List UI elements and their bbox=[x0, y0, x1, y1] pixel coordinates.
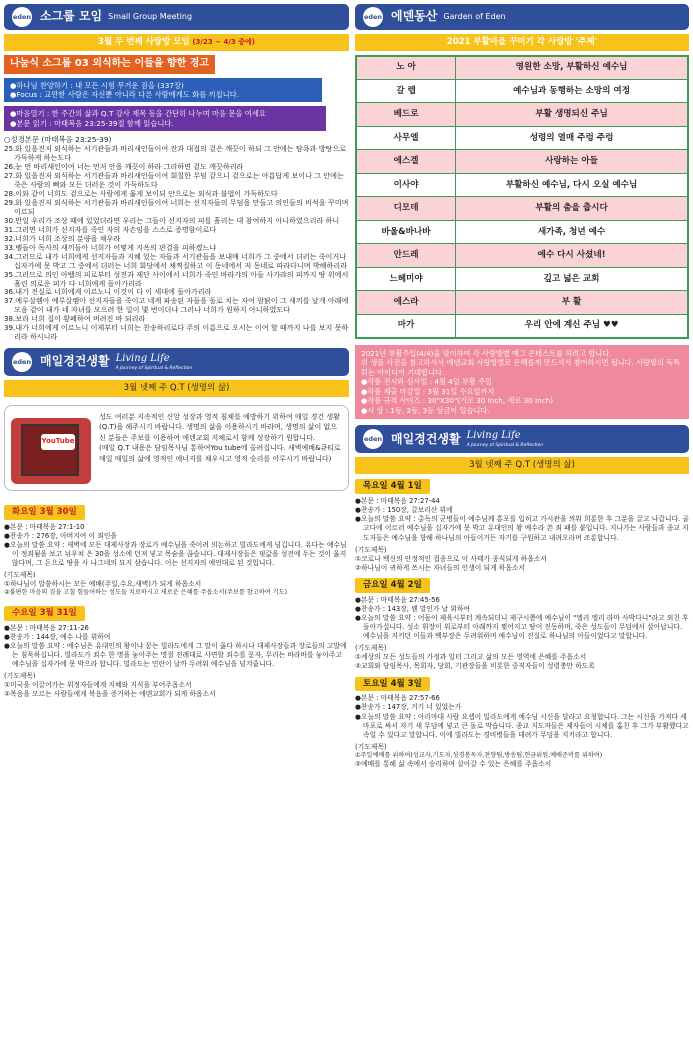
note-line: 2021년 부활주일(4/4)을 맞이하여 각 사랑방별 예그 콘테스트를 하려고 합니다. bbox=[361, 348, 612, 358]
week-range: (3/23 ~ 4/3 중에) bbox=[192, 38, 255, 46]
garden-title-en: Garden of Eden bbox=[443, 11, 506, 21]
living-life-title: Living Life bbox=[115, 352, 170, 364]
small-group-header bbox=[4, 4, 349, 30]
day-saturday bbox=[355, 677, 689, 770]
opening-text: ●마음열기 : 한 주간의 삶과 Q.T 감사 제목 등을 간단히 나누며 마음 문을 여세요 bbox=[10, 109, 266, 119]
table-row bbox=[356, 79, 688, 103]
prayer-title: (기도제목) bbox=[355, 742, 387, 751]
garden-banner: 2021 부활마을 꾸미기 각 사랑방 '주제' bbox=[355, 34, 689, 51]
qt-intro-note: (매일 Q.T 내용은 담임목사님 통하여You tube에 올려집니다. 새벽예배&큐티로 매일 매일의 삶에 영적인 에너지를 채우시고 영적 승리를 이루시기 바랍니다) bbox=[99, 444, 341, 463]
verse: 36.내가 진실로 너희에게 이르노니 이것이 다 이 세대에 돌아가리라 bbox=[4, 287, 212, 297]
day-summary: ●오늘의 말씀 요약 : 새벽에 모든 대제사장과 장로가 예수님을 죽이려 의논하고 빌라도에게 넘깁니다. 유다는 예수님이 정죄됨을 보고 뉘우쳐 은 30을 성소에 던져 넣고 목숨을 끊습니다. 대제사장들은 핏값을 성전에 두는 것이 옳지 않다며, 그 돈으로 땅을 사 나그네의 묘지 삼습니다. 이는 선지자의 예언대로 된 것입니다. bbox=[4, 541, 347, 568]
small-group-week-banner bbox=[4, 34, 349, 51]
table-row bbox=[356, 220, 688, 244]
verse: 29.화 있을진저 외식하는 서기관들과 바리새인들이여 너희는 선지자들의 무덤을 만들고 의인들의 비석을 꾸미며 이르되 bbox=[4, 198, 349, 217]
day-line: ●본문 : 마태복음 27:11-26 bbox=[4, 623, 89, 632]
table-row bbox=[356, 244, 688, 268]
day-wednesday bbox=[4, 606, 349, 700]
table-row bbox=[356, 126, 688, 150]
verse: 39.내가 너희에게 이르노니 이제부터 너희는 찬송하리로다 주의 이름으로 오시는 이여 할 때까지 나를 보지 못하리라 하시니라 bbox=[4, 323, 349, 342]
week-title: 3월 두 번째 사랑방 모임 bbox=[98, 37, 190, 47]
prayer-item: ①하나님이 말씀하시는 모든 예배(주일,수요,새벽)가 되게 하옵소서 bbox=[4, 580, 202, 589]
prayer-title: (기도제목) bbox=[4, 672, 36, 681]
devotional-header-left bbox=[4, 348, 349, 376]
focus-text: ●Focus : 교만한 사람은 자신뿐 아니라 다른 사람에게도 화를 끼칩니다. bbox=[10, 90, 240, 99]
room-theme: 부활의 춤을 춥시다 bbox=[456, 197, 688, 221]
small-group-title: 소그룹 모임 bbox=[40, 9, 103, 24]
eden-logo-icon: eden bbox=[12, 352, 32, 372]
lesson-title: 나눔식 소그룹 03 외식하는 이들을 향한 경고 bbox=[4, 55, 215, 74]
verse: 37.예루살렘아 예루살렘아 선지자들을 죽이고 네게 파송된 자들을 돌로 치는 자여 암탉이 그 새끼를 날개 아래에 모음 같이 내가 네 자녀를 모으려 한 일이 몇 번이더냐 그러나 너희가 원하지 아니하였도다 bbox=[4, 296, 349, 315]
room-theme: 영원한 소망, 부활하신 예수님 bbox=[456, 56, 688, 80]
garden-header bbox=[355, 4, 689, 30]
prayer-title: (기도제목) bbox=[4, 571, 36, 580]
phone-screen bbox=[21, 424, 79, 476]
prayer-title: (기도제목) bbox=[355, 545, 387, 554]
contest-note bbox=[355, 345, 689, 420]
day-tag: 수요일 3월 31일 bbox=[4, 606, 85, 621]
verse: 26.눈 먼 바리새인이여 너는 먼저 안을 깨끗이 하라 그리하면 겉도 깨끗하리라 bbox=[4, 162, 244, 172]
table-row bbox=[356, 103, 688, 127]
verse: 25.화 있을진저 외식하는 서기관들과 바리새인들이여 잔과 대접의 겉은 깨끗이 하되 그 안에는 탐욕과 방탕으로 가득하게 하는도다 bbox=[4, 144, 347, 163]
garden-title: 에덴동산 bbox=[391, 9, 438, 24]
verse: 28.이와 같이 너희도 겉으로는 사람에게 옳게 보이되 안으로는 외식과 불법이 가득하도다 bbox=[4, 189, 278, 199]
day-line: ●본문 : 마태복음 27:1-10 bbox=[4, 522, 85, 531]
table-row bbox=[356, 173, 688, 197]
prayer-item: ①세상의 모든 성도들의 가정과 일터 그리고 삶의 모든 영역에 은혜를 주옵소서 bbox=[355, 653, 587, 662]
prayer-item: ②하나님이 귀하게 쓰시는 자녀들의 인생이 되게 하옵소서 bbox=[355, 563, 526, 572]
day-line: ●본문 : 마태복음 27:57-66 bbox=[355, 694, 440, 703]
right-column bbox=[355, 4, 689, 769]
room-name: 노 아 bbox=[356, 56, 456, 80]
living-life-block bbox=[116, 353, 193, 372]
room-theme: 부활하신 예수님, 다시 오실 예수님 bbox=[456, 173, 688, 197]
devotional-week-banner: 3월 넷째 주 Q.T (생명의 삶) bbox=[355, 457, 689, 474]
room-name: 바울&바나바 bbox=[356, 220, 456, 244]
living-life-title: Living Life bbox=[466, 430, 521, 442]
verse: 32.너희가 너희 조상의 분량을 채우라 bbox=[4, 233, 121, 243]
table-row bbox=[356, 267, 688, 291]
verse: 35.그러므로 의인 아벨의 피로부터 성전과 제단 사이에서 너희가 죽인 바라갸의 아들 사가랴의 피까지 땅 위에서 흘린 의로운 피가 다 너희에게 돌아가리라 bbox=[4, 269, 349, 288]
day-tag: 목요일 4월 1일 bbox=[355, 479, 430, 494]
room-name: 에스라 bbox=[356, 291, 456, 315]
room-theme: 성령의 열매 주렁 주렁 bbox=[456, 126, 688, 150]
day-tag: 금요일 4월 2일 bbox=[355, 578, 430, 593]
room-name: 마가 bbox=[356, 314, 456, 338]
room-name: 갈 렙 bbox=[356, 79, 456, 103]
devotional-title: 매일경건생활 bbox=[40, 354, 110, 369]
verse: 34.그러므로 내가 너희에게 선지자들과 지혜 있는 자들과 서기관들을 보내매 너희가 그 중에서 더러는 죽이거나 십자가에 못 박고 그 중에서 더러는 너희 회당에서 채찍질하고 이 동네에서 저 동네로 따라다니며 박해하리라 bbox=[4, 251, 348, 270]
table-row bbox=[356, 314, 688, 338]
room-theme: 깊고 넓은 교회 bbox=[456, 267, 688, 291]
qt-intro-text: 성도 여러분 지속적인 신앙 성장과 영적 침체를 예방하기 위하여 매일 경건 생활(Q.T)을 해주시기 바랍니다. 생명의 삶을 이용하시기 바라며, 생명의 삶이 없으신 분들은 주보를 이용하여 에덴교회 지체로서 함께 성장하기 원합니다. bbox=[99, 412, 340, 442]
room-theme: 부활 생명되신 주님 bbox=[456, 103, 688, 127]
verse: 38.보라 너희 집이 황폐하여 버려진 바 되리라 bbox=[4, 314, 146, 324]
note-line: 위 생플 사진을 참고하셔서 에덴교회 사랑방별로 은혜롭게 만드셔서 참여하시면 됩니다. 사랑방의 독특 튀는 아이디어 기대합니다. bbox=[361, 358, 681, 377]
day-line: ●본문 : 마태복음 27:27-44 bbox=[355, 497, 440, 506]
youtube-logo-icon: YouTube bbox=[41, 434, 75, 450]
verse: 33.뱀들아 독사의 새끼들아 너희가 어떻게 지옥의 판결을 피하겠느냐 bbox=[4, 242, 217, 252]
room-name: 이사야 bbox=[356, 173, 456, 197]
devotional-header-right bbox=[355, 425, 689, 453]
day-line: ●찬송가 : 150장, 갈보리산 위에 bbox=[355, 506, 453, 515]
hymn-text: ●하나님 찬양하기 : 내 모든 시험 무거운 짐을 (337장) bbox=[10, 80, 184, 90]
table-row bbox=[356, 197, 688, 221]
day-line: ●찬송가 : 143장, 웬 말인가 날 위하여 bbox=[355, 604, 471, 613]
room-name: 안드레 bbox=[356, 244, 456, 268]
note-line: ●작품 전시와 심사일 : 4월 4일 부활 주일 bbox=[361, 377, 493, 387]
prayer-item: ②복음을 모르는 사람들에게 복음을 증거하는 에덴교회가 되게 하옵소서 bbox=[4, 690, 216, 699]
prayer-item: ①주일예배를 위하여(성교자,기도자,성경봉독자,찬양팀,방송팀,헌금위원,예배준비를 위하여) bbox=[355, 751, 603, 759]
room-name: 에스겔 bbox=[356, 150, 456, 174]
living-life-block bbox=[467, 430, 544, 449]
prayer-item: ②교회와 담임목사, 목회자, 당회, 기관장들을 비롯한 중직자들이 성령충만 하도록 bbox=[355, 662, 595, 671]
room-theme: 부 활 bbox=[456, 291, 688, 315]
verse: 27.화 있을진저 외식하는 서기관들과 바리새인들이여 회칠한 무덤 같으니 겉으로는 아름답게 보이나 그 안에는 죽은 사람의 뼈와 모든 더러운 것이 가득하도다 bbox=[4, 171, 344, 190]
room-theme: 예수 다시 사셨네! bbox=[456, 244, 688, 268]
themes-table bbox=[355, 55, 689, 339]
room-name: 디모데 bbox=[356, 197, 456, 221]
eden-logo-icon: eden bbox=[363, 7, 383, 27]
day-line: ●본문 : 마태복음 27:45-56 bbox=[355, 595, 440, 604]
room-name: 사무엘 bbox=[356, 126, 456, 150]
day-summary: ●오늘의 말씀 요약 : 총독의 군병들이 예수님께 홍포를 입히고 가시관을 씌워 희롱한 후 그분을 끌고 나갑니다. 골고다에 이르러 예수님을 십자가에 못 박고 유대인의 왕 예수라 쓴 죄 패를 붙입니다. 지나가는 사람들과 종교 지도자들은 예수님을 향해 하나님의 아들이거든 자기를 구원하고 내려오라며 조롱합니다. bbox=[355, 515, 689, 542]
day-summary: ●오늘의 말씀 요약 : 예수님은 유대인의 왕이냐 묻는 빌라도에게 그 말이 옳다 하시나 대제사장들과 장로들의 고발에는 침묵하십니다. 빌라도가 죄수 한 명을 놓아주는 명절 전례대로 사면할 죄수를 묻자, 무리는 바라바를 놓아주고 예수님을 십자가에 못 박으라 합니다. 빌라도는 민란이 날까 두려워 예수님을 넘겨줍니다. bbox=[4, 641, 347, 669]
note-line: ●작품 규격 사이즈 : 30"X30"(가로 30 Inch, 세로 30 Inch) bbox=[361, 396, 554, 406]
hymn-focus-box bbox=[4, 78, 322, 103]
day-friday bbox=[355, 578, 689, 672]
day-tuesday bbox=[4, 505, 349, 598]
room-name: 베드로 bbox=[356, 103, 456, 127]
verse: 31.그러면 너희가 선지자를 죽인 자의 자손임을 스스로 증명함이로다 bbox=[4, 224, 217, 234]
room-theme: 예수님과 동행하는 소망의 여정 bbox=[456, 79, 688, 103]
day-summary: ●오늘의 말씀 요약 : 아리마대 사람 요셉이 빌라도에게 예수님 시신을 달라고 요청합니다. 그는 시신을 가져다 세마포로 싸서 자기 새 무덤에 넣고 큰 돌로 막습니다. 종교 지도자들은 제자들이 시체를 훔친 후 그가 부활했다고 속일 수 있다고 말합니다. 이에 빌라도는 경비병들을 데려가 무덤을 지키라고 합니다. bbox=[355, 712, 689, 739]
prayer-title: (기도제목) bbox=[355, 644, 387, 653]
reading-text: ●본문 읽기 : 마태복음 23:25-39절 함께 읽습니다. bbox=[10, 118, 174, 128]
table-row bbox=[356, 291, 688, 315]
day-tag: 화요일 3월 30일 bbox=[4, 505, 85, 520]
room-theme: 우리 안에 계신 주님 ♥♥ bbox=[456, 314, 688, 338]
prayer-item: ①코로나 백신의 안정적인 접종으로 이 사태가 종식되게 하옵소서 bbox=[355, 554, 547, 563]
verse: 30.만일 우리가 조상 때에 있었더라면 우리는 그들이 선지자의 피를 흘리는 데 참여하지 아니하였으리라 하니 bbox=[4, 215, 340, 225]
youtube-phone-icon bbox=[11, 418, 91, 484]
eden-logo-icon: eden bbox=[363, 429, 383, 449]
day-summary: ●오늘의 말씀 요약 : 어둠이 제육시부터 계속되더니 제구시쯤에 예수님이 "엘리 엘리 라마 사박다니"라고 외친 후 돌아가십니다. 성소 휘장이 위로부터 아래까지 찢어지고 땅이 진동하며, 죽은 성도들이 무덤에서 살아납니다. 예수님을 지키던 이들과 백부장은 두려워하며 예수님이 진실로 하나님의 아들이었다고 말합니다. bbox=[355, 613, 689, 641]
devotional-week-banner: 3월 넷째 주 Q.T (생명의 삶) bbox=[4, 380, 349, 397]
day-thursday bbox=[355, 479, 689, 573]
prayer-item: ②불편한 마음의 짐을 고칠 힘들어하는 성도들 치료하시고 새로운 은혜를 주옵소서(주보를 참고하여 기도) bbox=[4, 589, 288, 597]
note-line: ●작품 제출 마감일 : 3월 31일 수요일까지 bbox=[361, 386, 495, 396]
prayer-item: ①미국을 이끌어가는 위정자들에게 지혜와 지식을 부어주옵소서 bbox=[4, 681, 192, 690]
opening-box bbox=[4, 106, 326, 131]
small-group-title-en: Small Group Meeting bbox=[108, 11, 193, 21]
table-row bbox=[356, 56, 688, 80]
day-line: ●찬송가 : 147장, 거기 너 있었는가 bbox=[355, 703, 462, 712]
room-theme: 사랑하는 아들 bbox=[456, 150, 688, 174]
prayer-item: ②예배를 통해 삶 속에서 승리하며 살아갈 수 있는 은혜를 주옵소서 bbox=[355, 760, 552, 769]
table-row bbox=[356, 150, 688, 174]
day-line: ●찬송가 : 276장, 아버지여 이 죄인을 bbox=[4, 531, 117, 540]
room-theme: 새가족, 청년 예수 bbox=[456, 220, 688, 244]
note-line: ●시 상 : 1등, 2등, 3등 상금이 있습니다. bbox=[361, 405, 490, 415]
scripture-section bbox=[4, 135, 349, 342]
qt-intro-box bbox=[4, 405, 349, 491]
scripture-title: ○성경본문 (마태복음 23:25-39) bbox=[4, 134, 112, 144]
living-life-subtitle: A Journey of Spiritual & Reflection bbox=[115, 365, 193, 371]
day-line: ●찬송가 : 144장, 예수 나를 위하여 bbox=[4, 632, 111, 641]
day-tag: 토요일 4월 3일 bbox=[355, 677, 430, 692]
living-life-subtitle: A Journey of Spiritual & Reflection bbox=[466, 442, 544, 448]
left-column bbox=[4, 4, 349, 699]
devotional-title: 매일경건생활 bbox=[391, 431, 461, 446]
room-name: 느헤미야 bbox=[356, 267, 456, 291]
eden-logo-icon: eden bbox=[12, 7, 32, 27]
